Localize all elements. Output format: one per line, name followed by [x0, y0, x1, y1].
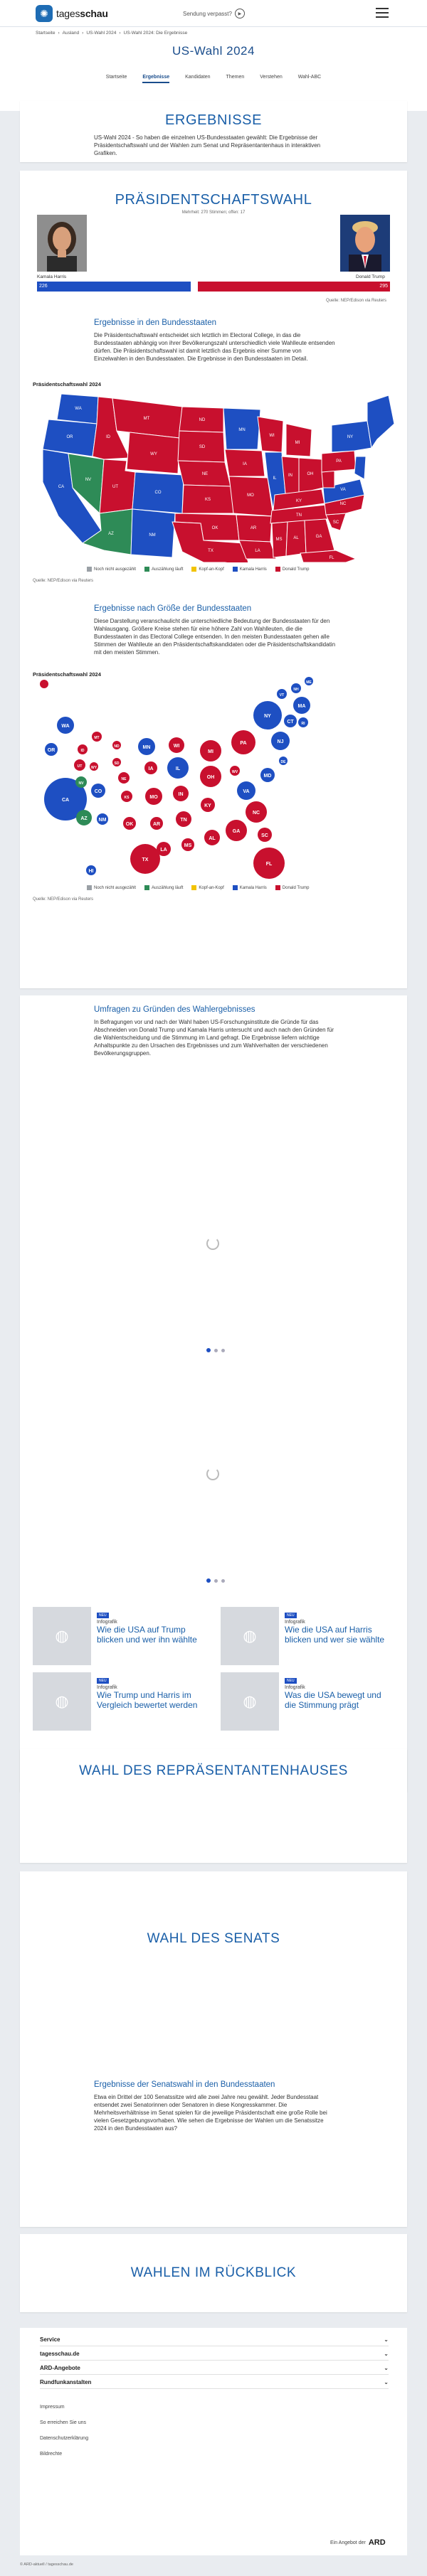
harris-votes: 226	[39, 284, 48, 289]
bubble-ia	[144, 761, 157, 774]
bundesstaaten-text: Die Präsidentschaftswahl entscheidet sich letztlich im Electoral College, in das die Bundesstaaten abhängig von ihrer Bevölkerungszahl unterschiedlich viele Wahlleute entsenden dürfen. Die Präsidentschaftswahl ist damit letztlich das Ergebnis einer Summe von Einzelwahlen in den Bundesstaaten. Die Ergebnisse in den Bundesstaaten im Detail.	[94, 332, 335, 362]
bubble-nd	[112, 741, 121, 749]
map-label-in: IN	[288, 474, 292, 478]
legend-swatch	[275, 885, 280, 890]
us-state-map[interactable]	[33, 388, 396, 562]
footer-row-tagesschau[interactable]: tagesschau.de ⌄	[40, 2348, 389, 2361]
map-label-id: ID	[106, 435, 110, 439]
legend-item: Auszählung läuft	[144, 567, 183, 572]
map-label-nc: NC	[339, 502, 347, 506]
legend-item: Auszählung läuft	[144, 885, 183, 890]
map-label-nv: NV	[85, 478, 92, 482]
map-label-nd: ND	[199, 418, 206, 422]
bubble-wy	[90, 762, 98, 771]
bubble-va	[237, 781, 255, 800]
bubble-wi	[169, 737, 184, 753]
praesidentschaft-card	[20, 171, 407, 988]
svg-text:MS: MS	[184, 843, 192, 848]
bubble-la	[157, 842, 171, 856]
chevron-down-icon: ⌄	[384, 2379, 389, 2385]
svg-text:NM: NM	[98, 818, 107, 823]
ard-logo[interactable]: Ein Angebot der ARD	[330, 2538, 386, 2547]
rueckblick-card	[20, 2234, 407, 2312]
bubble-ri	[298, 717, 308, 727]
bubble-de	[279, 757, 288, 765]
map-label-nm: NM	[149, 533, 156, 538]
neu-badge: NEU	[285, 1613, 297, 1618]
breadcrumb-startseite[interactable]: Startseite	[36, 31, 56, 36]
map-label-ks: KS	[204, 498, 211, 502]
legend-swatch	[144, 885, 149, 890]
ard-logo-icon: ARD	[368, 2538, 386, 2547]
footer-link-kontakt[interactable]: So erreichen Sie uns	[40, 2420, 86, 2425]
play-icon: ▶	[235, 9, 245, 18]
breadcrumb-us-wahl[interactable]: US-Wahl 2024	[86, 31, 117, 36]
legend-item: Kamala Harris	[233, 567, 267, 572]
bubble-nh	[291, 683, 301, 693]
umfragen-title: Umfragen zu Gründen des Wahlergebnisses	[94, 1005, 255, 1014]
bubble-id	[78, 744, 88, 754]
map-label-sd: SD	[199, 445, 206, 449]
legend-swatch	[191, 567, 196, 572]
svg-text:TX: TX	[142, 857, 149, 862]
svg-text:GA: GA	[232, 829, 241, 834]
svg-text:ID: ID	[80, 749, 85, 753]
svg-text:AR: AR	[152, 822, 161, 827]
footer-link-datenschutz[interactable]: Datenschutzerklärung	[40, 2436, 89, 2441]
map-state-nj-md-de	[354, 456, 366, 479]
legend-swatch	[191, 885, 196, 890]
svg-text:NY: NY	[264, 714, 271, 719]
svg-text:MI: MI	[208, 749, 214, 754]
legend-swatch	[233, 885, 238, 890]
image-placeholder-icon: ◍	[221, 1607, 279, 1665]
svg-text:OK: OK	[125, 822, 134, 827]
repraesentanten-title: WAHL DES REPRÄSENTANTENHAUSES	[79, 1763, 348, 1778]
svg-text:UT: UT	[77, 764, 83, 769]
bubble-ma	[293, 697, 310, 714]
bubble-map[interactable]	[33, 677, 396, 883]
bubble-ut	[74, 759, 85, 771]
map-label-mi: MI	[295, 441, 300, 445]
bubble-mi	[200, 740, 221, 761]
bubble-mt	[92, 732, 102, 742]
map-state-mi	[286, 424, 312, 456]
bubble-legend	[87, 885, 309, 890]
groesse-text: Diese Darstellung veranschaulicht die unterschiedliche Bedeutung der Bundesstaaten für den Wahlausgang. Größere Kreise stehen für eine höhere Zahl von Wahlleuten, die die Bundesstaaten in das Electoral College entsenden. In den meisten Bundesstaaten gehen alle Stimmen der Wahlleute an den Präsidentschaftskandidaten oder die Präsidentschaftskandidatin mit den meisten Stimmen.	[94, 618, 336, 656]
tab-verstehen[interactable]: Verstehen	[260, 75, 283, 80]
tagesschau-logo-icon: ✺	[36, 5, 53, 22]
svg-text:NV: NV	[78, 781, 84, 786]
map-label-sc: SC	[332, 520, 339, 525]
svg-text:CA: CA	[61, 798, 70, 803]
svg-text:IA: IA	[148, 766, 154, 771]
svg-text:ND: ND	[114, 744, 120, 749]
rueckblick-title: WAHLEN IM RÜCKBLICK	[130, 2265, 297, 2280]
ergebnisse-text: US-Wahl 2024 - So haben die einzelnen US-Bundesstaaten gewählt: Die Ergebnisse der Präsidentschaftswahl und der Wahlen zum Senat und Repräsentantenhaus in interaktiven Grafiken.	[94, 134, 321, 156]
svg-text:ME: ME	[306, 680, 312, 685]
legend-swatch	[275, 567, 280, 572]
tab-kandidaten[interactable]: Kandidaten	[185, 75, 211, 80]
svg-text:VT: VT	[279, 693, 285, 698]
legend-swatch	[87, 567, 92, 572]
map-label-or: OR	[66, 435, 73, 439]
bubble-nc	[246, 801, 267, 823]
bubble-nm	[97, 813, 108, 825]
tile-kicker: Infografik	[97, 1620, 117, 1625]
bubble-mo	[145, 788, 162, 805]
chevron-down-icon: ⌄	[384, 2351, 389, 2357]
bubble-ny	[253, 701, 282, 729]
teaser-harris[interactable]	[221, 1607, 391, 1665]
svg-text:NC: NC	[252, 811, 260, 816]
logo-text: tagesschau	[56, 8, 108, 19]
ergebnisse-title: ERGEBNISSE	[164, 112, 263, 128]
tile-kicker: Infografik	[285, 1685, 305, 1690]
bubble-il	[167, 757, 189, 779]
map-label-il: IL	[273, 476, 277, 481]
legend-item: Kopf-an-Kopf	[191, 885, 223, 890]
image-placeholder-icon: ◍	[33, 1672, 91, 1731]
map-label-ar: AR	[250, 526, 257, 530]
section-nav	[0, 75, 427, 83]
map-label-oh: OH	[307, 472, 314, 476]
map-label-ms: MS	[275, 538, 283, 542]
bubble-in	[173, 786, 189, 801]
map-label-al: AL	[293, 536, 299, 540]
trump-label: Donald Trump	[356, 274, 385, 279]
menu-icon[interactable]	[376, 8, 389, 18]
senat-card	[20, 1871, 407, 2227]
svg-text:PA: PA	[240, 741, 247, 746]
bubble-sc	[258, 828, 272, 842]
bubble-me	[305, 677, 313, 685]
chevron-down-icon: ⌄	[384, 2336, 389, 2343]
map-state-wv	[322, 471, 334, 488]
bubble-co	[91, 784, 105, 798]
legend-item: Kopf-an-Kopf	[191, 567, 223, 572]
footer-row-service[interactable]: Service ⌄	[40, 2334, 389, 2346]
carousel-dots[interactable]	[206, 1348, 225, 1352]
tile-kicker: Infografik	[97, 1685, 117, 1690]
bubble-ky	[201, 798, 215, 812]
footer-link-bildrechte[interactable]: Bildrechte	[40, 2452, 63, 2457]
map-label-co: CO	[154, 491, 162, 495]
tab-wahl-abc[interactable]: Wahl-ABC	[297, 75, 322, 80]
svg-text:SD: SD	[114, 761, 120, 766]
loading-spinner-icon	[206, 1237, 219, 1250]
neu-badge: NEU	[97, 1678, 109, 1684]
bubble-mn	[138, 738, 155, 755]
harris-bar	[37, 282, 191, 292]
neu-badge: NEU	[97, 1613, 109, 1618]
svg-text:NJ: NJ	[277, 739, 284, 744]
bubble-al	[204, 830, 220, 845]
map-quelle: Quelle: NEP/Edison via Reuters	[33, 579, 94, 583]
bubble-ga	[226, 820, 247, 841]
map-label-fl: FL	[329, 556, 334, 560]
image-placeholder-icon: ◍	[221, 1672, 279, 1731]
breadcrumb-current: US-Wahl 2024: Die Ergebnisse	[123, 31, 188, 36]
bubble-quelle: Quelle: NEP/Edison via Reuters	[33, 897, 94, 902]
legend-item: Donald Trump	[275, 885, 310, 890]
tab-ergebnisse[interactable]: Ergebnisse	[142, 75, 169, 83]
tile-title: Wie Trump und Harris im Vergleich bewertet werden	[97, 1690, 198, 1710]
bubble-fl	[253, 848, 285, 879]
svg-text:NE: NE	[121, 777, 127, 781]
senat-text: Etwa ein Drittel der 100 Senatssitze wird alle zwei Jahre neu gewählt. Jeder Bundesstaat entsendet zwei Senatorinnen oder Senatoren in diese Kongresskammer. Die Mehrheitsverhältnisse im Senat spielen für die jeweilige Präsidentschaft eine große Rolle bei vielen Gesetzgebungsvorhaben. Wie sehen die Ergebnisse der Wahlen um die Senatssitze 2024 in den Bundesstaaten aus?	[94, 2094, 327, 2132]
bubble-nv	[75, 776, 87, 788]
footer-link-impressum[interactable]: Impressum	[40, 2405, 65, 2410]
svg-text:CO: CO	[94, 789, 102, 794]
repraesentanten-card	[20, 1749, 407, 1863]
map-label-ky: KY	[295, 499, 302, 503]
svg-text:DE: DE	[280, 760, 286, 764]
map-label-wi: WI	[269, 434, 275, 438]
svg-text:WV: WV	[231, 770, 238, 774]
map-label-ny: NY	[347, 435, 354, 439]
bundesstaaten-title: Ergebnisse in den Bundesstaaten	[94, 319, 216, 327]
bubble-oh	[200, 766, 221, 787]
tile-title: Wie die USA auf Trump blicken und wer ihn wählte	[97, 1625, 197, 1645]
svg-text:MA: MA	[297, 704, 306, 709]
map-label-pa: PA	[336, 459, 342, 464]
breadcrumb-ausland[interactable]: Ausland	[62, 31, 80, 36]
umfragen-card	[20, 995, 407, 1792]
senat-sub-title: Ergebnisse der Senatswahl in den Bundesstaaten	[94, 2080, 275, 2089]
carousel-dots[interactable]	[206, 1578, 225, 1583]
bubble-ms	[181, 838, 194, 851]
bubble-nj	[271, 732, 290, 750]
tab-startseite[interactable]: Startseite	[105, 75, 127, 80]
map-label-la: LA	[255, 549, 260, 553]
teaser-trump[interactable]	[33, 1607, 204, 1665]
svg-text:SC: SC	[261, 833, 268, 838]
svg-text:OH: OH	[206, 775, 215, 780]
tab-themen[interactable]: Themen	[226, 75, 245, 80]
tagesschau-logo[interactable]	[36, 5, 108, 22]
ergebnisse-card	[20, 101, 407, 162]
map-label-mn: MN	[238, 428, 246, 432]
map-label-va: VA	[340, 488, 346, 492]
page-title: US-Wahl 2024	[172, 44, 255, 58]
bubble-hi	[86, 865, 96, 875]
map-label-mt: MT	[143, 417, 150, 421]
footer	[20, 2328, 407, 2555]
trump-votes: 295	[379, 284, 388, 289]
tile-kicker: Infografik	[285, 1620, 305, 1625]
neu-badge: NEU	[285, 1678, 297, 1684]
bubble-tx	[130, 844, 160, 874]
mehrheit-text: Mehrheit: 270 Stimmen; offen: 17	[181, 210, 246, 215]
bubble-ok	[123, 817, 136, 830]
svg-text:IN: IN	[178, 792, 184, 797]
teaser-stimmung[interactable]	[221, 1672, 391, 1731]
copyright: © ARD-aktuell / tagesschau.de	[20, 2562, 73, 2567]
map-label-ut: UT	[112, 485, 118, 489]
svg-text:OR: OR	[47, 748, 56, 753]
harris-label: Kamala Harris	[37, 274, 67, 279]
image-placeholder-icon: ◍	[33, 1607, 91, 1665]
groesse-title: Ergebnisse nach Größe der Bundesstaaten	[94, 604, 252, 613]
svg-text:MN: MN	[142, 745, 151, 750]
svg-text:KS: KS	[124, 796, 130, 800]
bubble-chart-label: Präsidentschaftswahl 2024	[33, 671, 101, 678]
bubble-az	[76, 810, 92, 825]
map-label-ia: IA	[243, 462, 247, 466]
bubble-or	[45, 743, 58, 756]
svg-text:FL: FL	[265, 862, 273, 867]
svg-text:LA: LA	[160, 848, 167, 853]
tile-title: Wie die USA auf Harris blicken und wer sie wählte	[285, 1625, 385, 1645]
legend-item: Donald Trump	[275, 567, 310, 572]
sendung-verpasst-link[interactable]	[183, 9, 245, 18]
tile-title: Was die USA bewegt und die Stimmung prägt	[285, 1690, 381, 1710]
svg-text:MD: MD	[263, 774, 272, 779]
svg-text:TN: TN	[180, 818, 187, 823]
map-label-mo: MO	[247, 493, 254, 498]
bubble-tn	[176, 811, 191, 827]
legend-item: Noch nicht ausgezählt	[87, 885, 136, 890]
praesident-title: PRÄSIDENTSCHAFTSWAHL	[115, 192, 312, 208]
bubble-ks	[121, 791, 132, 802]
umfragen-text: In Befragungen vor und nach der Wahl haben US-Forschungsinstitute die Gründe für das Abschneiden von Donald Trump und Kamala Harris untersucht und auch nach den Gründen für die Wahlentscheidung und die Stimmung im Land gefragt. Die Ergebnisse liefern wichtige Anhaltspunkte zu den Ursachen des Ergebnisses und zum Wahlverhalten der verschiedenen Bevölkerungsgruppen.	[94, 1019, 334, 1057]
top-header	[0, 0, 427, 27]
trump-bar	[198, 282, 390, 292]
legend-swatch	[233, 567, 238, 572]
bubble-ar	[150, 817, 163, 830]
bubble-pa	[231, 730, 255, 754]
map-state-new-england	[367, 395, 394, 448]
svg-text:NH: NH	[293, 688, 299, 692]
breadcrumb: Startseite › Ausland › US-Wahl 2024 › US-Wahl 2024: Die Ergebnisse	[36, 31, 188, 36]
legend-item: Kamala Harris	[233, 885, 267, 890]
map-label-tx: TX	[208, 549, 214, 553]
sendung-label: Sendung verpasst?	[183, 10, 232, 17]
bubble-ne	[118, 772, 130, 784]
map-label-ca: CA	[58, 485, 65, 489]
svg-text:KY: KY	[204, 803, 211, 808]
map-label-wy: WY	[150, 452, 157, 456]
chevron-down-icon: ⌄	[384, 2365, 389, 2371]
footer-row-ard-angebote[interactable]: ARD-Angebote ⌄	[40, 2362, 389, 2375]
legend-swatch	[144, 567, 149, 572]
svg-text:RI: RI	[301, 722, 305, 726]
bubble-md	[260, 768, 275, 782]
map-label-wa: WA	[75, 407, 82, 411]
svg-text:HI: HI	[88, 869, 94, 874]
svg-text:AZ: AZ	[80, 816, 88, 821]
loading-spinner-icon	[206, 1468, 219, 1480]
map-label-tn: TN	[296, 513, 302, 518]
map-label-ga: GA	[315, 535, 322, 539]
map-label-az: AZ	[108, 532, 114, 536]
svg-text:MO: MO	[149, 795, 158, 800]
legend-item: Noch nicht ausgezählt	[87, 567, 136, 572]
svg-text:MT: MT	[94, 736, 100, 740]
bubble-wv	[230, 766, 240, 776]
svg-text:IL: IL	[175, 766, 181, 771]
bubble-ct	[284, 715, 297, 727]
map-label-ne: NE	[201, 472, 209, 476]
legend-swatch	[87, 885, 92, 890]
svg-text:WA: WA	[61, 724, 70, 729]
senat-title: WAHL DES SENATS	[147, 1931, 280, 1946]
bubble-ak	[40, 680, 48, 688]
bubble-sd	[112, 758, 121, 766]
map-legend	[87, 567, 309, 572]
harris-portrait	[37, 215, 87, 272]
teaser-vergleich[interactable]	[33, 1672, 204, 1731]
svg-text:WI: WI	[173, 744, 180, 749]
svg-text:AL: AL	[209, 836, 216, 841]
map-label-ok: OK	[211, 526, 218, 530]
svg-text:CT: CT	[287, 720, 294, 725]
trump-portrait	[340, 215, 390, 272]
svg-text:VA: VA	[243, 789, 250, 794]
svg-text:WY: WY	[90, 766, 97, 770]
map-chart-label: Präsidentschaftswahl 2024	[33, 381, 101, 388]
page-header	[0, 27, 427, 111]
praesident-quelle: Quelle: NEP/Edison via Reuters	[326, 299, 387, 303]
bubble-wa	[57, 717, 74, 734]
bubble-vt	[277, 689, 287, 699]
footer-row-rundfunkanstalten[interactable]: Rundfunkanstalten ⌄	[40, 2376, 389, 2389]
